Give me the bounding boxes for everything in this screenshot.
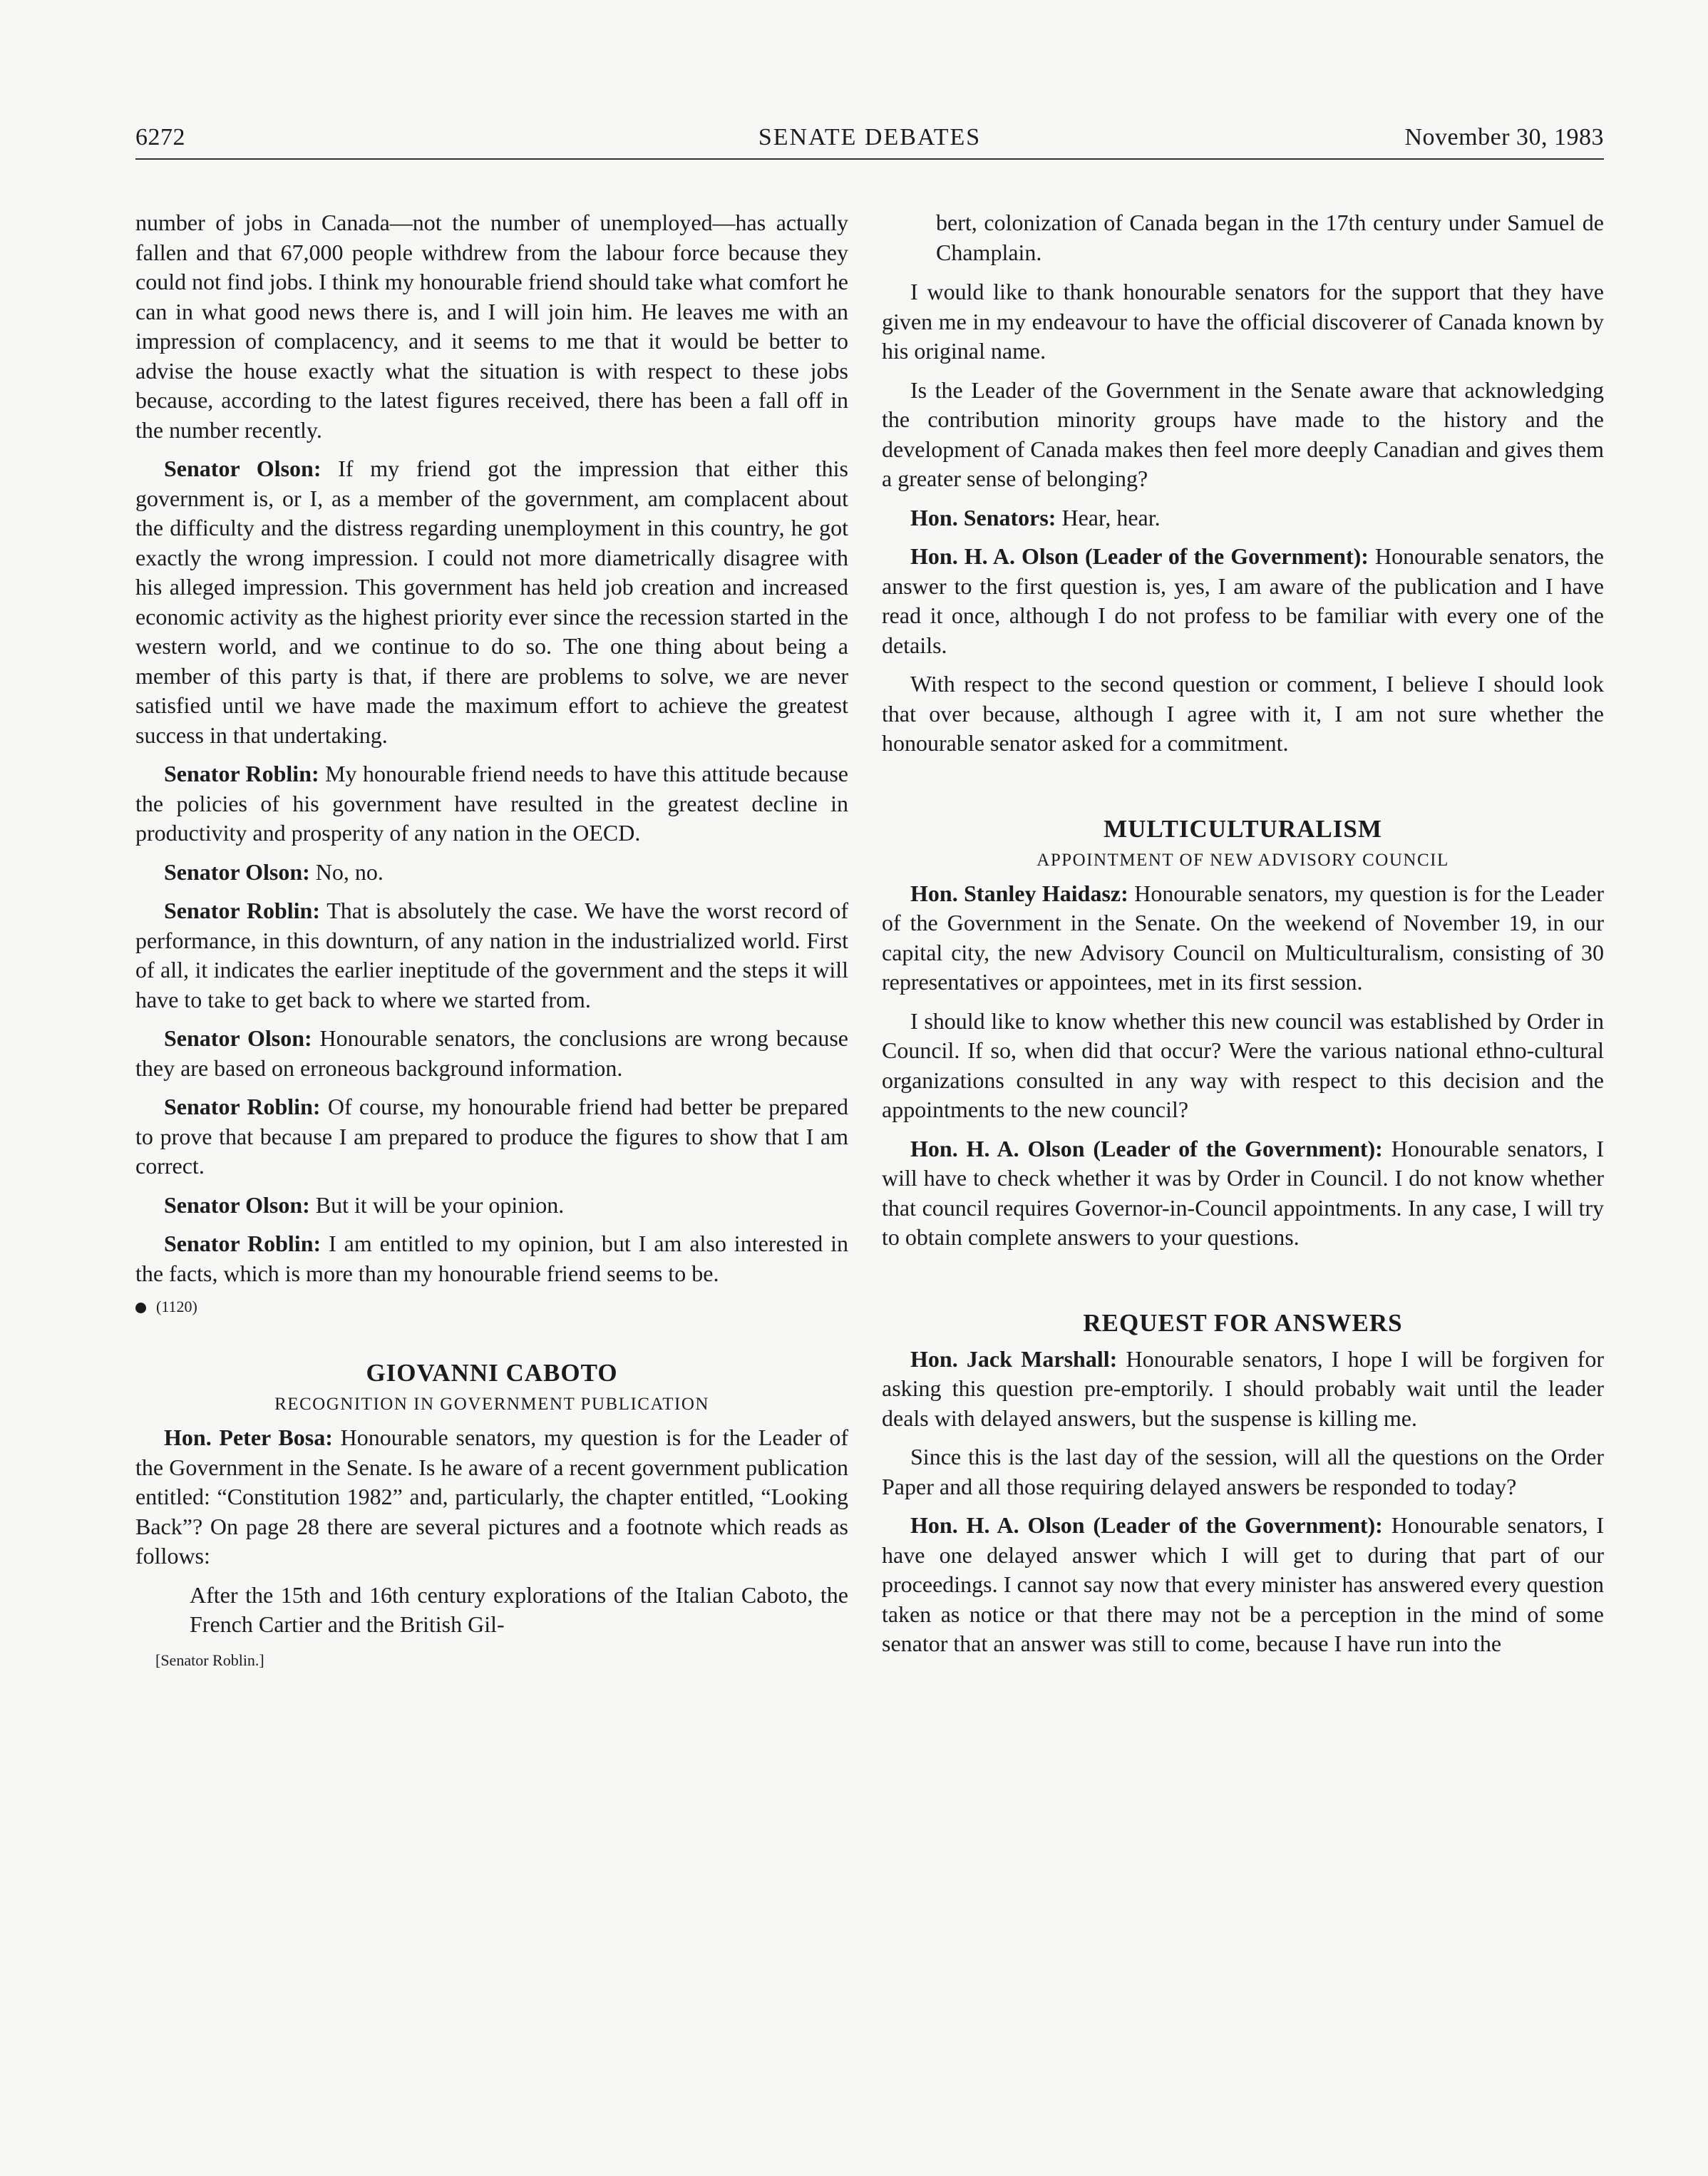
speech-text: No, no.	[309, 858, 384, 885]
speech-text: Honourable senators, my question is for the Leader of the Government in the Senate. On the weekend of November 19, in our capital city, the new Advisory Council on Multiculturalism, consisting of 30 representatives or appointees, met in its first session.	[882, 880, 1605, 995]
speech-text: If my friend got the impression that either this government is, or I, as a member of the government, am complacent about the difficulty and the distress regarding unemployment in this country, he got exactly the wrong impression. I could not more diametrically disagree with his alleged impression. This government has held job creation and increased economic activity as the highest priority ever since the recession started in the western world, and we continue to do so. The one thing about being a member of this party is that, if there are problems to solve, we are never satisfied until we have made the maximum effort to achieve the greatest success in that undertaking.	[135, 456, 849, 748]
paragraph: I should like to know whether this new council was established by Order in Council. If so, when did that occur? Were the various national ethno-cultural organizations consulted in any way with respect to this decision and the appointments to the new council?	[882, 1007, 1604, 1122]
spacer	[882, 768, 1604, 815]
paragraph: number of jobs in Canada—not the number of unemployed—has actually fallen and that 67,000 people withdrew from the labour force because they could not find jobs. I think my honourable friend should take what comfort he can in what good news there is, and I will join him. He leaves me with an impression of complacency, and it seems to me that it would be better to advise the house exactly what the situation is with respect to these jobs because, according to the latest figures received, there has been a fall off in the number recently.	[135, 210, 848, 443]
speech-text: Hear, hear.	[1056, 504, 1161, 530]
time-marker	[135, 1298, 848, 1316]
page-footnote: [Senator Roblin.]	[155, 1651, 264, 1669]
paragraph	[135, 759, 848, 848]
speech-text: Of course, my honourable friend had better be prepared to prove that because I am prepared to produce the figures to show that I am correct.	[135, 1094, 849, 1179]
page-header	[135, 123, 1604, 160]
speaker-name: Hon. H. A. Olson (Leader of the Government):	[910, 1512, 1383, 1538]
speaker-name: Senator Roblin:	[164, 1231, 321, 1256]
speaker-name: Hon. Peter Bosa:	[164, 1425, 333, 1450]
speech-text: But it will be your opinion.	[309, 1191, 565, 1218]
speaker-name: Hon. H. A. Olson (Leader of the Government):	[910, 543, 1369, 569]
paragraph	[135, 858, 848, 888]
speaker-name: Hon. Jack Marshall:	[910, 1345, 1118, 1372]
section-heading: GIOVANNI CABOTO	[366, 1359, 618, 1387]
speech-text: Honourable senators, I have one delayed answer which I will get to during that part of our proceedings. I cannot say now that every minister has answered every question taken as notice or that there may not be a perception in the mind of some senator that an answer was still to come, because I have run into the	[882, 1512, 1605, 1656]
speaker-name: Senator Roblin:	[164, 1094, 321, 1119]
paragraph	[882, 1511, 1604, 1659]
speech-text: Honourable senators, the answer to the first question is, yes, I am aware of the publication and I have read it once, although I do not profess to be familiar with every one of the details.	[882, 543, 1605, 658]
publication-date: November 30, 1983	[1404, 124, 1604, 150]
speaker-name: Senator Roblin:	[164, 898, 321, 923]
time-marker-text: (1120)	[156, 1298, 197, 1315]
spacer	[882, 1262, 1604, 1309]
paragraph	[135, 1191, 848, 1221]
paragraph: With respect to the second question or comment, I believe I should look that over because, although I agree with it, I am not sure whether the honourable senator asked for a commitment.	[882, 671, 1604, 756]
paragraph	[882, 1345, 1604, 1434]
block-quote: After the 15th and 16th century explorations of the Italian Caboto, the French Cartier and the British Gil-	[190, 1581, 848, 1637]
bullet-icon	[135, 1303, 146, 1313]
paragraph	[135, 1229, 848, 1288]
speaker-name: Senator Roblin:	[164, 761, 319, 786]
block-quote-continued: bert, colonization of Canada began in the 17th century under Samuel de Champlain.	[936, 210, 1604, 265]
speaker-name: Senator Olson:	[164, 1025, 312, 1051]
paragraph: I would like to thank honourable senators for the support that they have given me in my endeavour to have the official discoverer of Canada known by his original name.	[882, 279, 1604, 364]
paragraph	[882, 542, 1604, 660]
paragraph: Since this is the last day of the session, will all the questions on the Order Paper and all those requiring delayed answers be responded to today?	[882, 1444, 1604, 1499]
paragraph	[135, 1024, 848, 1083]
speaker-name: Senator Olson:	[164, 1191, 310, 1218]
speech-text: Honourable senators, my question is for the Leader of the Government in the Senate. Is he aware of a recent government publication entitled: “Constitution 1982” and, particularly, the chapter entitled, “Looking Back”? On page 28 there are several pictures and a footnote which reads as follows:	[135, 1425, 849, 1569]
speech-text: That is absolutely the case. We have the worst record of performance, in this downturn, of any nation in the industrialized world. First of all, it indicates the earlier ineptitude of the government and the steps it will have to take to get back to where we started from.	[135, 898, 849, 1012]
speaker-name: Hon. Stanley Haidasz:	[910, 880, 1128, 906]
paragraph: Is the Leader of the Government in the Senate aware that acknowledging the contribution minority groups have made to the history and the development of Canada makes then feel more deeply Canadian and gives them a greater sense of belonging?	[882, 376, 1604, 491]
left-column	[135, 208, 848, 1670]
section-subheading: RECOGNITION IN GOVERNMENT PUBLICATION	[274, 1395, 709, 1414]
speaker-name: Senator Olson:	[164, 456, 321, 481]
paragraph	[882, 1134, 1604, 1253]
paragraph	[135, 1423, 848, 1571]
speech-text: Honourable senators, I hope I will be forgiven for asking this question pre-emptorily. I should probably wait until the leader deals with delayed answers, but the suspense is killing me.	[882, 1345, 1605, 1431]
speaker-name: Senator Olson:	[164, 858, 310, 885]
section-subheading: APPOINTMENT OF NEW ADVISORY COUNCIL	[1036, 850, 1449, 870]
paragraph	[135, 896, 848, 1015]
speaker-name: Hon. H. A. Olson (Leader of the Government):	[910, 1135, 1383, 1161]
speech-text: My honourable friend needs to have this attitude because the policies of his government have resulted in the greatest decline in productivity and prosperity of any nation in the OECD.	[135, 761, 849, 846]
section-heading: REQUEST FOR ANSWERS	[1083, 1308, 1403, 1337]
paragraph	[135, 1092, 848, 1181]
paragraph	[882, 879, 1604, 997]
right-column	[882, 208, 1604, 1668]
section-heading: MULTICULTURALISM	[1103, 814, 1382, 843]
speech-text: Honourable senators, the conclusions are wrong because they are based on erroneous background information.	[135, 1025, 849, 1081]
paragraph	[135, 454, 848, 750]
speaker-name: Hon. Senators:	[910, 504, 1056, 530]
page-number: 6272	[135, 124, 185, 150]
paragraph	[882, 503, 1604, 533]
speech-text: I am entitled to my opinion, but I am also interested in the facts, which is more than my honourable friend seems to be.	[135, 1231, 849, 1286]
speech-text: Honourable senators, I will have to check whether it was by Order in Council. I do not know whether that council requires Governor-in-Council appointments. In any case, I will try to obtain complete answers to your questions.	[882, 1135, 1605, 1250]
publication-title: SENATE DEBATES	[758, 124, 982, 150]
